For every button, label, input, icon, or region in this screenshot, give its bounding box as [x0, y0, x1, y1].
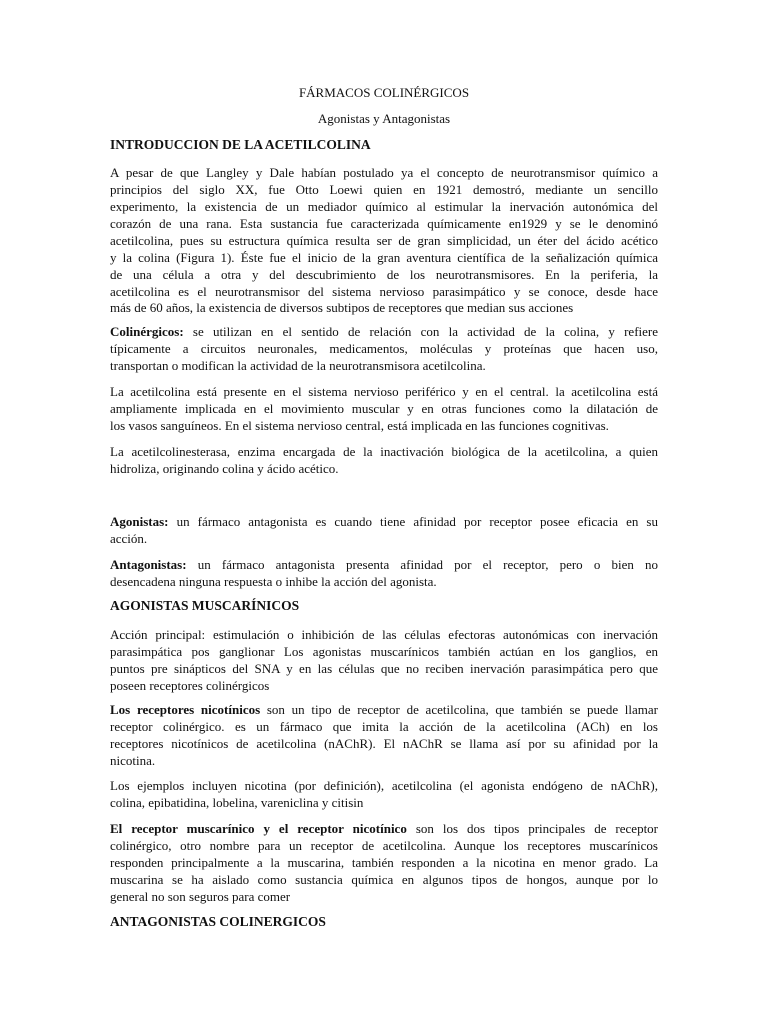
- paragraph-line: hidroliza, originando colina y ácido acético.: [110, 461, 339, 476]
- paragraph-line: receptor colinérgico. es un fármaco que imita la acción de la acetilcolina (ACh) en los: [110, 719, 658, 734]
- paragraph-line: receptores nicotínicos de acetilcolina (nAChR). El nAChR se llama así por su afinidad por la: [110, 736, 658, 751]
- term-receptores-nicotinicos: Los receptores nicotínicos: [110, 702, 261, 717]
- paragraph-line: más de 60 años, la existencia de diversos subtipos de receptores que median sus acciones: [110, 300, 574, 315]
- paragraph-line: Antagonistas: un fármaco antagonista presenta afinidad por el receptor, pero o bien no: [110, 557, 658, 572]
- paragraph-line: típicamente a circuitos neuronales, medicamentos, moléculas y proteínas que hacen uso,: [110, 341, 658, 356]
- paragraph-line: colina, epibatidina, lobelina, vareniclina y citisin: [110, 795, 364, 810]
- paragraph-line: nicotina.: [110, 753, 156, 768]
- paragraph-line: Acción principal: estimulación o inhibición de las células efectoras autonómicas con inervación: [110, 627, 658, 642]
- paragraph-line: transportan o modifican la actividad de la neurotransmisora acetilcolina.: [110, 358, 486, 373]
- paragraph-line: corazón de una rana. Esta sustancia fue caracterizada químicamente en1929 y se le denominó: [110, 216, 658, 231]
- paragraph-line: general no son seguros para comer: [110, 889, 291, 904]
- paragraph-line: muscarina se ha aislado como sustancia química en algunos tipos de hongos, aunque por lo: [110, 872, 658, 887]
- paragraph-line: El receptor muscarínico y el receptor nicotínico son los dos tipos principales de receptor: [110, 821, 659, 836]
- document-subtitle: Agonistas y Antagonistas: [317, 111, 451, 126]
- term-agonistas: Agonistas:: [110, 514, 169, 529]
- paragraph-line: de una célula a otra y del descubrimiento de los neurotransmisores. En la periferia, la: [110, 267, 658, 282]
- paragraph-line: principios del siglo XX, fue Otto Loewi quien en 1921 demostró, mediante un sencillo: [110, 182, 658, 197]
- heading-introduccion: INTRODUCCION DE LA ACETILCOLINA: [110, 137, 371, 152]
- paragraph-line: A pesar de que Langley y Dale habían postulado ya el concepto de neurotransmisor químico a: [110, 165, 658, 180]
- paragraph-line: desencadena ninguna respuesta o inhibe la acción del agonista.: [110, 574, 437, 589]
- paragraph-line: acetilcolina es el neurotransmisor del sistema nervioso parasimpático y se conoce, desde hace: [110, 284, 658, 299]
- paragraph-line: y la colina (Figura 1). Éste fue el inicio de la gran aventura científica de la señalización química: [110, 250, 658, 265]
- paragraph-line: La acetilcolinesterasa, enzima encargada de la inactivación biológica de la acetilcolina, a quien: [110, 444, 658, 459]
- paragraph-line: parasimpática pos ganglionar Los agonistas muscarínicos también actúan en los ganglios, en: [110, 644, 658, 659]
- paragraph-line: responden principalmente a la muscarina, también responden a la nicotina en menor grado. La: [110, 855, 658, 870]
- paragraph-line: Colinérgicos: se utilizan en el sentido de relación con la actividad de la colina, y refiere: [110, 324, 659, 339]
- heading-agonistas-muscarinicos: AGONISTAS MUSCARÍNICOS: [110, 598, 300, 613]
- paragraph-line: poseen receptores colinérgicos: [110, 678, 270, 693]
- document-title: FÁRMACOS COLINÉRGICOS: [298, 85, 470, 100]
- paragraph-line: colinérgico, otro nombre para un receptor de acetilcolina. Aunque los receptores muscarínicos: [110, 838, 658, 853]
- term-colinergicos: Colinérgicos:: [110, 324, 184, 339]
- term-antagonistas: Antagonistas:: [110, 557, 187, 572]
- term-receptor-muscarinico-nicotinico: El receptor muscarínico y el receptor nicotínico: [110, 821, 407, 836]
- paragraph-line: Agonistas: un fármaco antagonista es cuando tiene afinidad por receptor posee eficacia en su: [110, 514, 658, 529]
- paragraph-line: Los receptores nicotínicos son un tipo de receptor de acetilcolina, que también se puede llamar: [110, 702, 659, 717]
- paragraph-line: los vasos sanguíneos. En el sistema nervioso central, está implicada en las funciones cognitivas.: [110, 418, 609, 433]
- paragraph-line: La acetilcolina está presente en el sistema nervioso periférico y en el central. la acetilcolina está: [110, 384, 658, 399]
- paragraph-line: Los ejemplos incluyen nicotina (por definición), acetilcolina (el agonista endógeno de nAChR),: [110, 778, 658, 793]
- paragraph-line: acetilcolina, pues su estructura química resulta ser de gran simplicidad, un éter del ácido acético: [110, 233, 658, 248]
- paragraph-line: ampliamente implicada en el movimiento muscular y en otras funciones como la dilatación de: [110, 401, 658, 416]
- paragraph-line: experimento, la existencia de un mediador químico al estimular la inervación autonómica del: [110, 199, 658, 214]
- heading-antagonistas-colinergicos: ANTAGONISTAS COLINERGICOS: [110, 914, 326, 929]
- paragraph-line: puntos pre sinápticos del SNA y en las células que no reciben inervación parasimpática pero que: [110, 661, 658, 676]
- paragraph-line: acción.: [110, 531, 148, 546]
